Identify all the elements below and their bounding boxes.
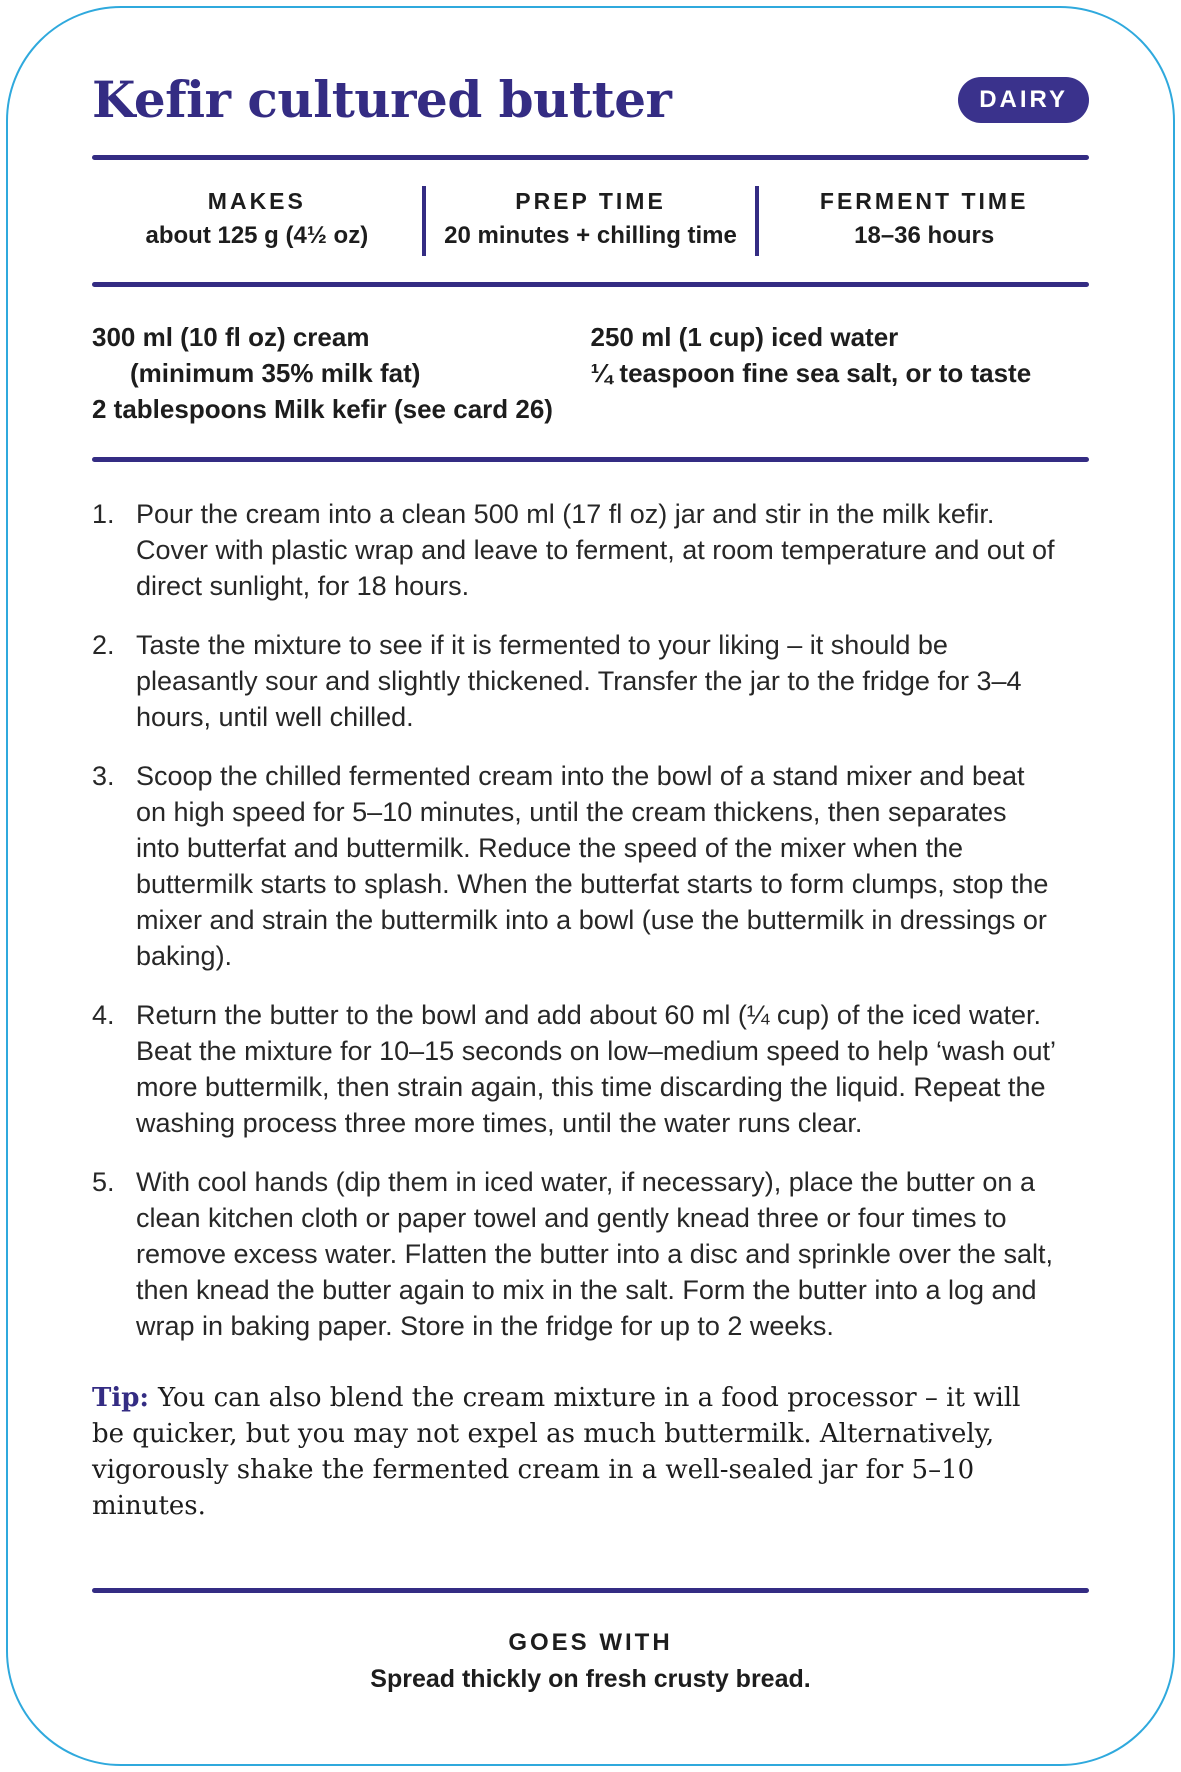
step-1-number: 1. bbox=[92, 499, 115, 529]
divider-meta bbox=[92, 282, 1089, 287]
ingredient-sea-salt: ¼ teaspoon fine sea salt, or to taste bbox=[590, 358, 1032, 388]
step-3-text: Scoop the chilled fermented cream into the bowl of a stand mixer and beat on high speed for 5–10 minutes, until the cream thickens, then separates into butterfat and buttermilk. Reduce the speed of the mixer when the buttermilk starts to splash. When the butterfat starts to form clumps, stop the mixer and strain the buttermilk into a bowl (use the buttermilk in dressings or baking). bbox=[136, 761, 1049, 971]
ingredients-column-left bbox=[92, 319, 591, 427]
tip-label: Tip: bbox=[92, 1383, 150, 1413]
meta-label-makes: MAKES bbox=[207, 188, 306, 214]
step-2 bbox=[92, 627, 1089, 735]
step-5 bbox=[92, 1164, 1089, 1344]
meta-label-ferment-time: FERMENT TIME bbox=[819, 188, 1029, 214]
ingredients-column-right bbox=[591, 319, 1090, 427]
divider-footer bbox=[92, 1588, 1089, 1593]
meta-ferment-time bbox=[755, 186, 1089, 256]
ingredient-cream: 300 ml (10 fl oz) cream bbox=[92, 322, 370, 352]
divider-ingredients bbox=[92, 457, 1089, 462]
meta-label-prep-time: PREP TIME bbox=[515, 188, 666, 214]
step-2-number: 2. bbox=[92, 630, 115, 660]
goes-with-label: GOES WITH bbox=[508, 1629, 673, 1656]
page-title: Kefir cultured butter bbox=[92, 70, 672, 129]
card-header bbox=[92, 8, 1089, 129]
card-footer bbox=[92, 1588, 1089, 1694]
recipe-card bbox=[6, 6, 1175, 1766]
meta-value-prep-time: 20 minutes + chilling time bbox=[444, 222, 737, 249]
ingredient-cream-note: (minimum 35% milk fat) bbox=[130, 358, 421, 388]
ingredient-milk-kefir: 2 tablespoons Milk kefir (see card 26) bbox=[92, 394, 553, 424]
goes-with-text: Spread thickly on fresh crusty bread. bbox=[370, 1665, 811, 1693]
step-3-number: 3. bbox=[92, 761, 115, 791]
divider-top bbox=[92, 155, 1089, 160]
meta-makes bbox=[92, 186, 422, 256]
ingredient-iced-water: 250 ml (1 cup) iced water bbox=[590, 322, 899, 352]
step-2-text: Taste the mixture to see if it is fermented to your liking – it should be pleasantly sour and slightly thickened. Transfer the jar to the fridge for 3–4 hours, until well chilled. bbox=[136, 630, 1022, 732]
ingredients-section bbox=[92, 319, 1089, 427]
step-1-text: Pour the cream into a clean 500 ml (17 fl oz) jar and stir in the milk kefir. Cover with plastic wrap and leave to ferment, at room temperature and out of direct sunlight, for 18 hours. bbox=[136, 499, 1055, 601]
step-1 bbox=[92, 496, 1089, 604]
step-3 bbox=[92, 758, 1089, 974]
meta-prep-time bbox=[422, 186, 756, 256]
card-content bbox=[8, 8, 1173, 1524]
step-5-number: 5. bbox=[92, 1167, 115, 1197]
category-badge: DAIRY bbox=[958, 77, 1089, 123]
step-4-text: Return the butter to the bowl and add about 60 ml (¼ cup) of the iced water. Beat the mixture for 10–15 seconds on low–medium speed to help ‘wash out’ more buttermilk, then strain again, this time discarding the liquid. Repeat the washing process three more times, until the water runs clear. bbox=[136, 1000, 1056, 1138]
meta-value-ferment-time: 18–36 hours bbox=[854, 222, 995, 249]
tip-text: You can also blend the cream mixture in a food processor – it will be quicker, but you may not expel as much buttermilk. Alternatively, vigorously shake the fermented cream in a well-sealed jar for 5–10 minutes. bbox=[92, 1383, 1021, 1521]
meta-row bbox=[92, 186, 1089, 260]
meta-value-makes: about 125 g (4½ oz) bbox=[145, 222, 369, 249]
step-5-text: With cool hands (dip them in iced water, if necessary), place the butter on a clean kitchen cloth or paper towel and gently knead three or four times to remove excess water. Flatten the butter into a disc and sprinkle over the salt, then knead the butter again to mix in the salt. Form the butter into a log and wrap in baking paper. Store in the fridge for up to 2 weeks. bbox=[136, 1167, 1053, 1341]
tip-paragraph bbox=[92, 1380, 1052, 1524]
method-steps bbox=[92, 496, 1089, 1344]
step-4 bbox=[92, 997, 1089, 1141]
step-4-number: 4. bbox=[92, 1000, 115, 1030]
